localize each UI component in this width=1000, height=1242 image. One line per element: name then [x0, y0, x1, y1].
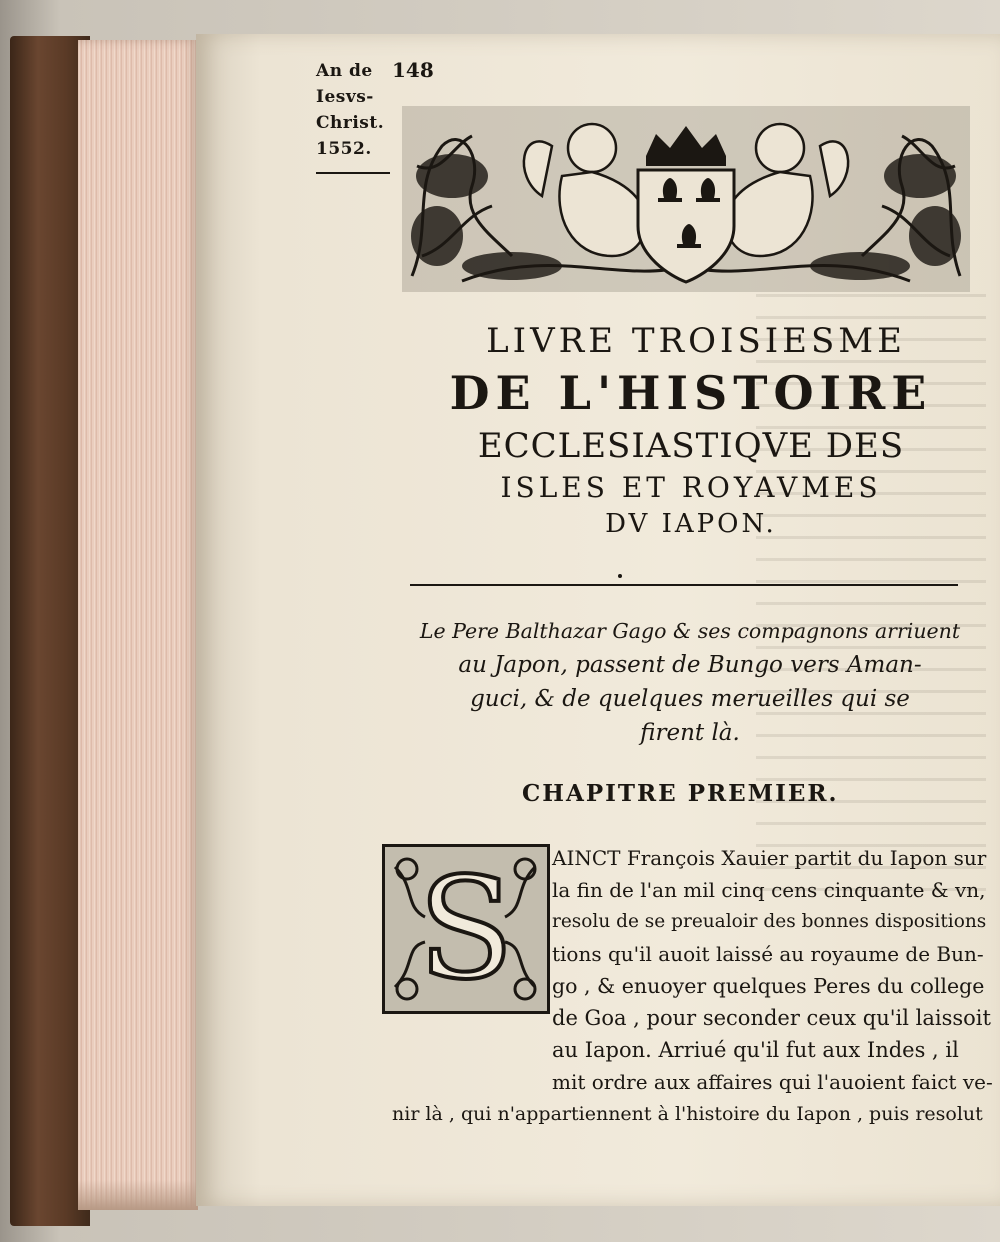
book-title [376, 318, 1000, 542]
title-line-iapon: DV IAPON. [605, 509, 777, 539]
title-line-histoire: DE L'HISTOIRE [449, 366, 933, 420]
body-line: AINCT François Xauier partit du Iapon sur [552, 846, 987, 870]
title-line-ecclesiastique: ECCLESIASTIQVE DES [477, 426, 905, 466]
drop-cap-letter: S [418, 848, 514, 1011]
drop-cap-initial [382, 844, 550, 1014]
chapter-heading: CHAPITRE PREMIER. [522, 780, 839, 807]
headpiece-ornament [402, 106, 970, 292]
margin-note [316, 58, 384, 162]
book-page [196, 34, 1000, 1206]
margin-note-line: An de [316, 61, 373, 81]
body-line: la fin de l'an mil cinq cens cinquante & vn, [552, 878, 986, 902]
body-line: mit ordre aux affaires qui l'auoient faict ve- [552, 1070, 993, 1094]
margin-rule [316, 172, 390, 174]
chapter-summary [418, 614, 962, 750]
body-line: au Iapon. Arriué qu'il fut aux Indes , il [552, 1038, 959, 1062]
body-line: tions qu'il auoit laissé au royaume de Bun- [552, 942, 984, 966]
margin-note-line: Christ. [316, 113, 385, 133]
body-line: de Goa , pour seconder ceux qu'il laissoit [552, 1006, 991, 1030]
summary-line: Le Pere Balthazar Gago & ses compagnons arriuent [419, 619, 961, 643]
title-line-livre: LIVRE TROISIESME [486, 321, 906, 361]
summary-line: au Japon, passent de Bungo vers Aman- [458, 652, 922, 678]
body-line: go , & enuoyer quelques Peres du college [552, 974, 985, 998]
body-line: nir là , qui n'appartiennent à l'histoire du Iapon , puis resolut [392, 1103, 983, 1125]
section-rule [410, 584, 958, 586]
margin-note-line: Iesvs- [316, 87, 374, 107]
summary-line: guci, & de quelques merueilles qui se [470, 686, 910, 712]
summary-line: firent là. [640, 720, 740, 746]
body-line: resolu de se preualoir des bonnes dispositions [552, 911, 987, 932]
title-line-isles: ISLES ET ROYAVMES [500, 471, 882, 504]
page-number: 148 [392, 58, 434, 82]
margin-note-line: 1552. [316, 139, 372, 159]
page-edges [78, 40, 198, 1210]
